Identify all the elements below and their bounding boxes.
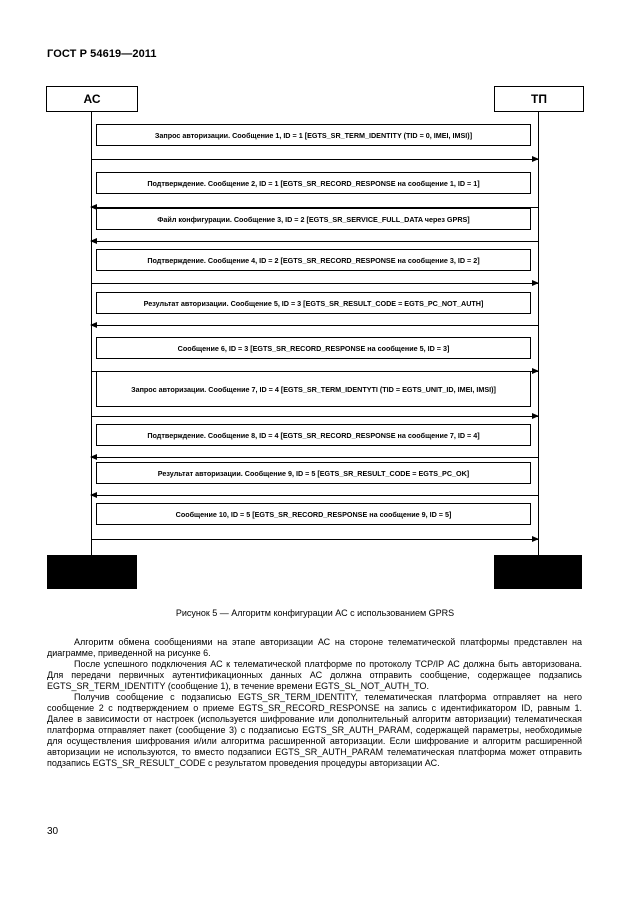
arrow-to-tp [91, 416, 538, 417]
message-label: Подтверждение. Сообщение 2, ID = 1 [EGTS_SR_RECORD_RESPONSE на сообщение 1, ID = 1] [96, 172, 531, 194]
message-label: Файл конфигурации. Сообщение 3, ID = 2 [EGTS_SR_SERVICE_FULL_DATA через GPRS] [96, 208, 531, 230]
message-label: Результат авторизации. Сообщение 5, ID = 3 [EGTS_SR_RESULT_CODE = EGTS_PC_NOT_AUTH] [96, 292, 531, 314]
arrow-to-as [91, 325, 538, 326]
lifeline-as [91, 111, 92, 555]
arrow-to-as [91, 495, 538, 496]
end-block-tp [494, 555, 582, 589]
message-label: Сообщение 6, ID = 3 [EGTS_SR_RECORD_RESPONSE на сообщение 5, ID = 3] [96, 337, 531, 359]
paragraph: После успешного подключения АС к телематической платформе по протоколу TCP/IP АС должна быть авторизована. Для передачи первичных аутентификационных данных АС должна отправить сообщение, содержащее подзапись EGTS_SR_TERM_IDENTITY (сообщение 1), в течение времени EGTS_SL_NOT_AUTH_TO. [47, 659, 582, 691]
figure-caption: Рисунок 5 — Алгоритм конфигурации АС с использованием GPRS [175, 608, 455, 618]
lifeline-tp [538, 111, 539, 555]
arrow-to-tp [91, 159, 538, 160]
arrow-to-as [91, 457, 538, 458]
actor-tp: ТП [494, 86, 584, 112]
page-number: 30 [47, 826, 59, 837]
paragraph: Получив сообщение с подзаписью EGTS_SR_TERM_IDENTITY, телематическая платформа отправляет на него сообщение 2 с подтверждением о приеме EGTS_SR_RECORD_RESPONSE на запись с идентификатором ID, равным 1. Далее в зависимости от настроек (используется шифрование или дополнительный алгоритм авторизации) телематическая платформа отправляет пакет (сообщение 3) с подзаписью EGTS_SR_AUTH_PARAM, содержащей параметры, необходимые для осуществления шифрования и/или алгоритма расширенной авторизации. Если шифрование и алгоритм расширенной авторизации не используются, то вместо подзаписи EGTS_SR_AUTH_PARAM телематическая платформа может отправить подзапись EGTS_SR_RESULT_CODE с результатом проведения процедуры авторизации АС. [47, 692, 582, 768]
message-label: Результат авторизации. Сообщение 9, ID = 5 [EGTS_SR_RESULT_CODE = EGTS_PC_OK] [96, 462, 531, 484]
paragraph: Алгоритм обмена сообщениями на этапе авторизации АС на стороне телематической платформы представлен на диаграмме, приведенной на рисунке 6. [47, 637, 582, 658]
arrow-to-tp [91, 283, 538, 284]
end-block-as [47, 555, 137, 589]
document-header: ГОСТ Р 54619—2011 [47, 48, 157, 60]
message-label: Подтверждение. Сообщение 4, ID = 2 [EGTS_SR_RECORD_RESPONSE на сообщение 3, ID = 2] [96, 249, 531, 271]
actor-as: АС [46, 86, 138, 112]
message-label: Запрос авторизации. Сообщение 7, ID = 4 [EGTS_SR_TERM_IDENTYTI (TID = EGTS_UNIT_ID, IMEI, IMSI)] [96, 371, 531, 407]
message-label: Сообщение 10, ID = 5 [EGTS_SR_RECORD_RESPONSE на сообщение 9, ID = 5] [96, 503, 531, 525]
message-label: Запрос авторизации. Сообщение 1, ID = 1 [EGTS_SR_TERM_IDENTITY (TID = 0, IMEI, IMSI)] [96, 124, 531, 146]
message-label: Подтверждение. Сообщение 8, ID = 4 [EGTS_SR_RECORD_RESPONSE на сообщение 7, ID = 4] [96, 424, 531, 446]
arrow-to-tp [91, 539, 538, 540]
arrow-to-as [91, 241, 538, 242]
body-text [47, 637, 582, 769]
